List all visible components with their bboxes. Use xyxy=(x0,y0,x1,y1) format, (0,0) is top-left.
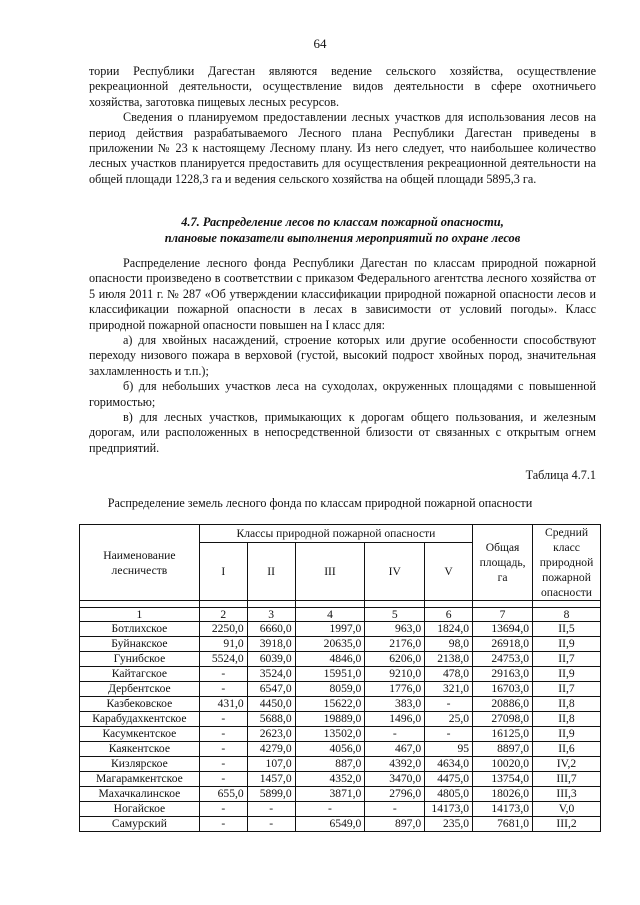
class-5-area-cell: 95 xyxy=(425,742,473,757)
forestry-name-cell: Ботлихское xyxy=(80,622,200,637)
class-4-area-cell: 2796,0 xyxy=(365,787,425,802)
class-4-area-cell: 2176,0 xyxy=(365,637,425,652)
total-area-cell: 29163,0 xyxy=(473,667,533,682)
class-2-area-cell: 3918,0 xyxy=(247,637,295,652)
class-3-area-cell: 13502,0 xyxy=(295,727,365,742)
class-1-area-cell: 655,0 xyxy=(199,787,247,802)
class-1-area-cell: 91,0 xyxy=(199,637,247,652)
average-class-cell: II,6 xyxy=(533,742,601,757)
average-class-cell: II,5 xyxy=(533,622,601,637)
body-paragraph: а) для хвойных насаждений, строение которых или другие особенности способствуют переходу низового пожара в верховой (густой, высокий подрост хвойных пород, значительная захламленность и т.п.); xyxy=(89,333,596,378)
forestry-name-cell: Каякентское xyxy=(80,742,200,757)
class-4-area-cell: - xyxy=(365,802,425,817)
fire-class-table xyxy=(79,524,601,832)
table-row xyxy=(80,742,601,757)
class-4-area-cell: 1496,0 xyxy=(365,712,425,727)
column-number: 8 xyxy=(533,608,601,622)
class-5-area-cell: 478,0 xyxy=(425,667,473,682)
average-class-cell: II,8 xyxy=(533,712,601,727)
class-5-area-cell: 4475,0 xyxy=(425,772,473,787)
forestry-name-cell: Магарамкентское xyxy=(80,772,200,787)
class-4-area-cell: 6206,0 xyxy=(365,652,425,667)
class-5-area-cell: 14173,0 xyxy=(425,802,473,817)
class-4-area-cell: 9210,0 xyxy=(365,667,425,682)
class-2-area-cell: 3524,0 xyxy=(247,667,295,682)
class-4-area-cell: 4392,0 xyxy=(365,757,425,772)
average-class-cell: II,9 xyxy=(533,637,601,652)
class-2-area-cell: 6660,0 xyxy=(247,622,295,637)
class-1-area-cell: - xyxy=(199,802,247,817)
class-3-area-cell: 15951,0 xyxy=(295,667,365,682)
header-class-2: II xyxy=(247,542,295,600)
column-number: 3 xyxy=(247,608,295,622)
average-class-cell: II,8 xyxy=(533,697,601,712)
header-classes-group: Классы природной пожарной опасности xyxy=(199,525,472,543)
class-3-area-cell: 20635,0 xyxy=(295,637,365,652)
class-5-area-cell: - xyxy=(425,697,473,712)
class-4-area-cell: 467,0 xyxy=(365,742,425,757)
class-3-area-cell: 6549,0 xyxy=(295,817,365,832)
table-row xyxy=(80,772,601,787)
average-class-cell: III,7 xyxy=(533,772,601,787)
class-5-area-cell: - xyxy=(425,727,473,742)
column-number: 4 xyxy=(295,608,365,622)
class-1-area-cell: - xyxy=(199,727,247,742)
table-row xyxy=(80,682,601,697)
header-class-5: V xyxy=(425,542,473,600)
section-heading-line-1: 4.7. Распределение лесов по классам пожарной опасности, xyxy=(181,215,504,229)
body-paragraph: в) для лесных участков, примыкающих к дорогам общего пользования, и железным дорогам, или расположенных в непосредственной близости от связанных с открытым огнем предприятий. xyxy=(89,410,596,455)
table-row xyxy=(80,727,601,742)
class-3-area-cell: 3871,0 xyxy=(295,787,365,802)
class-2-area-cell: 6039,0 xyxy=(247,652,295,667)
header-class-3: III xyxy=(295,542,365,600)
forestry-name-cell: Махачкалинское xyxy=(80,787,200,802)
page-number: 64 xyxy=(313,36,327,51)
average-class-cell: II,9 xyxy=(533,727,601,742)
column-number: 6 xyxy=(425,608,473,622)
body-paragraph: Распределение лесного фонда Республики Дагестан по классам природной пожарной опасности произведено в соответствии с приказом Федерального агентства лесного хозяйства от 5 июля 2011 г. № 287 «Об утверждении классификации природной пожарной опасности лесов и классификации пожарной опасности в лесах в зависимости от условий погоды». Класс природной пожарной опасности повышен на I класс для: xyxy=(89,256,596,332)
class-5-area-cell: 235,0 xyxy=(425,817,473,832)
class-1-area-cell: - xyxy=(199,817,247,832)
forestry-name-cell: Казбековское xyxy=(80,697,200,712)
class-3-area-cell: 8059,0 xyxy=(295,682,365,697)
class-3-area-cell: - xyxy=(295,802,365,817)
class-4-area-cell: 1776,0 xyxy=(365,682,425,697)
total-area-cell: 13694,0 xyxy=(473,622,533,637)
class-5-area-cell: 4634,0 xyxy=(425,757,473,772)
total-area-cell: 16703,0 xyxy=(473,682,533,697)
class-4-area-cell: 3470,0 xyxy=(365,772,425,787)
table-row xyxy=(80,697,601,712)
class-5-area-cell: 25,0 xyxy=(425,712,473,727)
average-class-cell: III,3 xyxy=(533,787,601,802)
class-3-area-cell: 887,0 xyxy=(295,757,365,772)
class-1-area-cell: - xyxy=(199,682,247,697)
column-number: 1 xyxy=(80,608,200,622)
body-paragraph: б) для небольших участков леса на суходолах, окруженных площадями с повышенной горимостью; xyxy=(89,379,596,409)
column-number: 2 xyxy=(199,608,247,622)
class-4-area-cell: 897,0 xyxy=(365,817,425,832)
column-number-row xyxy=(80,608,601,622)
class-2-area-cell: 5688,0 xyxy=(247,712,295,727)
class-4-area-cell: 383,0 xyxy=(365,697,425,712)
class-5-area-cell: 4805,0 xyxy=(425,787,473,802)
intro-paragraph: тории Республики Дагестан являются ведение сельского хозяйства, осуществление рекреационной деятельности, осуществление видов деятельности в сфере охотничьего хозяйства, заготовка пищевых лесных ресурсов. xyxy=(89,64,596,109)
class-3-area-cell: 4352,0 xyxy=(295,772,365,787)
table-caption: Распределение земель лесного фонда по классам природной пожарной опасности xyxy=(107,496,533,510)
class-2-area-cell: - xyxy=(247,817,295,832)
class-1-area-cell: - xyxy=(199,712,247,727)
forestry-name-cell: Дербентское xyxy=(80,682,200,697)
forestry-name-cell: Кайтагское xyxy=(80,667,200,682)
table-row xyxy=(80,712,601,727)
header-average-class: Средний класс природной пожарной опасности xyxy=(533,525,601,601)
class-3-area-cell: 19889,0 xyxy=(295,712,365,727)
header-total-area: Общая площадь, га xyxy=(473,525,533,601)
class-5-area-cell: 2138,0 xyxy=(425,652,473,667)
class-1-area-cell: - xyxy=(199,772,247,787)
class-1-area-cell: 2250,0 xyxy=(199,622,247,637)
average-class-cell: II,7 xyxy=(533,652,601,667)
forestry-name-cell: Касумкентское xyxy=(80,727,200,742)
average-class-cell: II,9 xyxy=(533,667,601,682)
section-heading-line-2: плановые показатели выполнения мероприятий по охране лесов xyxy=(164,231,521,245)
class-5-area-cell: 98,0 xyxy=(425,637,473,652)
class-1-area-cell: - xyxy=(199,742,247,757)
table-row xyxy=(80,652,601,667)
class-2-area-cell: 4279,0 xyxy=(247,742,295,757)
class-1-area-cell: - xyxy=(199,757,247,772)
forestry-name-cell: Гунибское xyxy=(80,652,200,667)
class-3-area-cell: 4056,0 xyxy=(295,742,365,757)
total-area-cell: 18026,0 xyxy=(473,787,533,802)
header-class-4: IV xyxy=(365,542,425,600)
total-area-cell: 8897,0 xyxy=(473,742,533,757)
class-2-area-cell: 107,0 xyxy=(247,757,295,772)
table-body xyxy=(80,622,601,832)
class-3-area-cell: 4846,0 xyxy=(295,652,365,667)
class-3-area-cell: 15622,0 xyxy=(295,697,365,712)
class-5-area-cell: 1824,0 xyxy=(425,622,473,637)
class-1-area-cell: 431,0 xyxy=(199,697,247,712)
total-area-cell: 24753,0 xyxy=(473,652,533,667)
column-number: 7 xyxy=(473,608,533,622)
class-2-area-cell: 5899,0 xyxy=(247,787,295,802)
total-area-cell: 7681,0 xyxy=(473,817,533,832)
table-row xyxy=(80,637,601,652)
average-class-cell: IV,2 xyxy=(533,757,601,772)
total-area-cell: 26918,0 xyxy=(473,637,533,652)
header-name: Наименование лесничеств xyxy=(80,525,200,601)
planned-use-paragraph: Сведения о планируемом предоставлении лесных участков для использования лесов на период действия разрабатываемого Лесного плана Республики Дагестан приведены в приложении № 23 к настоящему Лесному плану. Из него следует, что наибольшее количество лесных участков планируется предоставить для осуществления рекреационной деятельности на общей площади 1228,3 га и ведения сельского хозяйства на общей площади 5895,3 га. xyxy=(89,110,596,186)
section-heading xyxy=(89,214,596,246)
class-3-area-cell: 1997,0 xyxy=(295,622,365,637)
table-row xyxy=(80,757,601,772)
forestry-name-cell: Самурский xyxy=(80,817,200,832)
total-area-cell: 13754,0 xyxy=(473,772,533,787)
total-area-cell: 14173,0 xyxy=(473,802,533,817)
class-1-area-cell: 5524,0 xyxy=(199,652,247,667)
class-4-area-cell: 963,0 xyxy=(365,622,425,637)
total-area-cell: 10020,0 xyxy=(473,757,533,772)
class-5-area-cell: 321,0 xyxy=(425,682,473,697)
total-area-cell: 20886,0 xyxy=(473,697,533,712)
class-2-area-cell: - xyxy=(247,802,295,817)
class-2-area-cell: 6547,0 xyxy=(247,682,295,697)
average-class-cell: II,7 xyxy=(533,682,601,697)
class-4-area-cell: - xyxy=(365,727,425,742)
average-class-cell: III,2 xyxy=(533,817,601,832)
class-2-area-cell: 1457,0 xyxy=(247,772,295,787)
header-class-1: I xyxy=(199,542,247,600)
table-number: Таблица 4.7.1 xyxy=(525,468,596,482)
total-area-cell: 27098,0 xyxy=(473,712,533,727)
table-row xyxy=(80,667,601,682)
body-text xyxy=(89,256,596,456)
forestry-name-cell: Буйнакское xyxy=(80,637,200,652)
table-row xyxy=(80,817,601,832)
average-class-cell: V,0 xyxy=(533,802,601,817)
total-area-cell: 16125,0 xyxy=(473,727,533,742)
header-gap xyxy=(80,601,601,608)
forestry-name-cell: Карабудахкентское xyxy=(80,712,200,727)
table-row xyxy=(80,802,601,817)
forestry-name-cell: Кизлярское xyxy=(80,757,200,772)
class-1-area-cell: - xyxy=(199,667,247,682)
column-number: 5 xyxy=(365,608,425,622)
table-row xyxy=(80,622,601,637)
table-row xyxy=(80,787,601,802)
class-2-area-cell: 2623,0 xyxy=(247,727,295,742)
intro-text xyxy=(89,64,596,187)
class-2-area-cell: 4450,0 xyxy=(247,697,295,712)
forestry-name-cell: Ногайское xyxy=(80,802,200,817)
